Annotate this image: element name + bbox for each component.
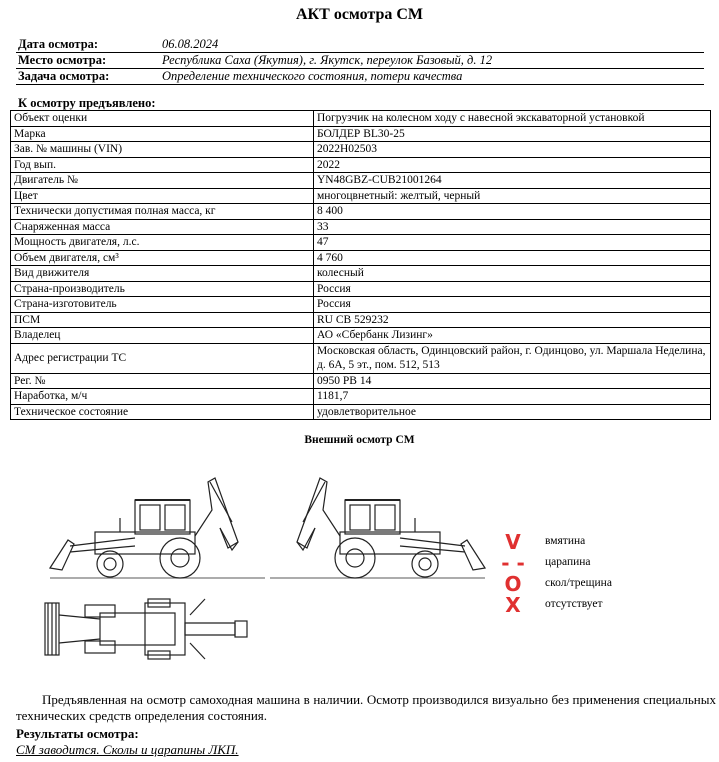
property-value: многоцвнетный: желтый, черный [314,188,711,204]
property-value: БОЛДЕР BL30-25 [314,126,711,142]
scratch-legend-label: царапина [545,556,591,568]
property-name: Объект оценки [11,111,314,127]
table-row [11,157,711,173]
table-row [11,173,711,189]
table-row [11,126,711,142]
property-value: 33 [314,219,711,235]
chip-legend-label: скол/трещина [545,577,612,589]
property-name: Объем двигателя, см³ [11,250,314,266]
chip-symbol-icon: O [504,572,522,596]
table-row [11,111,711,127]
property-name: Владелец [11,328,314,344]
properties-table [10,110,711,420]
property-name: Техническое состояние [11,404,314,420]
inspection-paragraph: Предъявленная на осмотр самоходная машина в наличии. Осмотр производился визуально без применения специальных технических средств определения состояния. [16,692,716,723]
inspection-task-value: Определение технического состояния, потери качества [162,69,463,83]
table-row [11,142,711,158]
property-value: колесный [314,266,711,282]
inspection-task-label: Задача осмотра: [18,69,110,83]
table-row [11,404,711,420]
property-name: Страна-производитель [11,281,314,297]
scratch-symbol-icon: - - [501,551,525,575]
property-name: Рег. № [11,373,314,389]
table-row [11,328,711,344]
property-name: Год вып. [11,157,314,173]
property-value: Московская область, Одинцовский район, г. Одинцово, ул. Маршала Неделина, д. 6А, 5 эт., пом. 512, 513 [314,343,711,373]
machine-right-side-diagram [265,470,495,585]
missing-legend-label: отсутствует [545,598,603,610]
property-name: Технически допустимая полная масса, кг [11,204,314,220]
property-value: удовлетворительное [314,404,711,420]
property-name: Наработка, м/ч [11,389,314,405]
property-name: Адрес регистрации ТС [11,343,314,373]
property-name: Зав. № машины (VIN) [11,142,314,158]
property-value: Погрузчик на колесном ходу с навесной экскаваторной установкой [314,111,711,127]
inspection-place-label: Место осмотра: [18,53,107,67]
machine-top-view-diagram [40,595,260,665]
results-title: Результаты осмотра: [16,726,139,741]
table-row [11,188,711,204]
table-row [11,343,711,373]
table-row [11,312,711,328]
inspection-date-label: Дата осмотра: [18,37,99,51]
property-value: 4 760 [314,250,711,266]
inspection-place-value: Республика Саха (Якутия), г. Якутск, переулок Базовый, д. 12 [162,53,493,67]
inspection-place-row [16,53,704,69]
table-row [11,266,711,282]
presented-section-title: К осмотру предъявлено: [18,96,156,110]
table-row [11,297,711,313]
property-value: RU CB 529232 [314,312,711,328]
property-value: 1181,7 [314,389,711,405]
document-title: АКТ осмотра СМ [295,6,423,23]
property-name: Цвет [11,188,314,204]
inspection-date-value: 06.08.2024 [162,37,219,51]
property-value: Россия [314,297,711,313]
table-row [11,389,711,405]
property-name: Марка [11,126,314,142]
property-name: ПСМ [11,312,314,328]
inspection-date-row [16,37,704,53]
property-value: 2022 [314,157,711,173]
property-value: 0950 РВ 14 [314,373,711,389]
property-value: 2022H02503 [314,142,711,158]
property-value: 8 400 [314,204,711,220]
table-row [11,373,711,389]
property-name: Страна-изготовитель [11,297,314,313]
property-name: Вид движителя [11,266,314,282]
results-text: СМ заводится. Сколы и царапины ЛКП. [16,742,239,757]
property-name: Мощность двигателя, л.с. [11,235,314,251]
table-row [11,204,711,220]
dent-symbol-icon: V [505,530,521,554]
machine-left-side-diagram [40,470,270,585]
property-value: YN48GBZ-CUB21001264 [314,173,711,189]
property-value: Россия [314,281,711,297]
property-value: АО «Сбербанк Лизинг» [314,328,711,344]
table-row [11,219,711,235]
property-name: Двигатель № [11,173,314,189]
table-row [11,281,711,297]
missing-symbol-icon: X [505,593,521,617]
table-row [11,235,711,251]
external-inspection-title: Внешний осмотр СМ [304,434,415,446]
property-name: Снаряженная масса [11,219,314,235]
property-value: 47 [314,235,711,251]
dent-legend-label: вмятина [545,535,586,547]
table-row [11,250,711,266]
inspection-task-row [16,69,704,85]
